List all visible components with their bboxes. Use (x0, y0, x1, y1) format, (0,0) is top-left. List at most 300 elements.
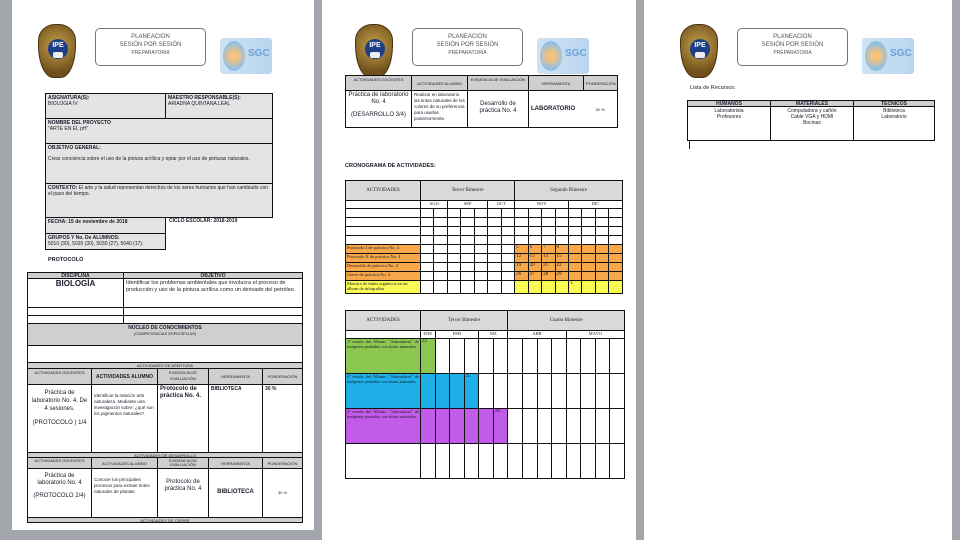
month-oct: OCT (488, 201, 515, 209)
schedule-cell (474, 245, 487, 254)
header-row (346, 181, 623, 201)
grupos-cell: GRUPOS Y No. De ALUMNOS: 5010 (30), 5020 (30), 5030 (27), 5040 (17). (45, 233, 166, 250)
row-herramienta: LABORATORIO (528, 90, 584, 128)
empty-cell (27, 345, 303, 363)
schedule-cell (609, 245, 623, 254)
schedule-cell: 29 (555, 272, 568, 281)
col-docentes: ACTIVIDADES DOCENTES (27, 368, 92, 385)
schedule-table-1 (345, 180, 623, 294)
col-herramienta: HERRAMIENTA (208, 368, 263, 385)
header-row (346, 311, 625, 331)
schedule-cell (581, 374, 596, 409)
schedule-cell (435, 374, 450, 409)
schedule-cell (421, 281, 434, 294)
col-docentes: ACTIVIDADES DOCENTES (345, 75, 412, 91)
schedule-cell (568, 254, 581, 263)
col-materiales: MATERIALES (770, 100, 854, 107)
activity-label: 1ª sesión del Álbum: "Animalario" de imágenes pintadas con tintas naturales (346, 339, 421, 374)
schedule-cell (542, 227, 555, 236)
schedule-cell (568, 245, 581, 254)
schedule-cell (435, 339, 450, 374)
bimester-header: Tercer Bimestre (421, 311, 508, 331)
schedule-cell (515, 218, 528, 227)
schedule-cell (501, 227, 514, 236)
schedule-cell (434, 254, 447, 263)
schedule-cell (501, 209, 514, 218)
schedule-cell (434, 227, 447, 236)
schedule-cell (493, 339, 508, 374)
schedule-cell (501, 281, 514, 294)
schedule-cell (537, 339, 552, 374)
schedule-cell: 21 (542, 263, 555, 272)
schedule-cell (542, 281, 555, 294)
schedule-cell (461, 281, 474, 294)
schedule-cell (568, 236, 581, 245)
schedule-cell (542, 218, 555, 227)
schedule-cell (461, 254, 474, 263)
schedule-cell (610, 444, 625, 479)
schedule-cell (447, 254, 460, 263)
activity-label: 3ª sesión del Álbum: "Animalario" de imágenes pintadas con tintas naturales (346, 409, 421, 444)
activity-label: Desarrollo de práctica No. 4 (346, 263, 421, 272)
bimester-header: Segundo Bimestre (515, 181, 623, 201)
schedule-cell (434, 236, 447, 245)
schedule-cell (582, 272, 595, 281)
schedule-row (346, 218, 623, 227)
schedule-cell (474, 227, 487, 236)
materiales-list: Computadora y cañón Cable VGA y HDMI Bocinas (770, 106, 854, 141)
schedule-cell (595, 444, 610, 479)
month-row (346, 201, 623, 209)
schedule-cell (528, 227, 541, 236)
row2-docente: Práctica de laboratorio No. 4 (PROTOCOLO 2/4) (27, 468, 92, 518)
title-box: PLANEACION SESIÓN POR SESIÓN PREPARATORIA (412, 28, 523, 66)
sgc-logo: SGC (220, 38, 272, 74)
schedule-cell (595, 245, 608, 254)
schedule-cell (447, 209, 460, 218)
schedule-cell (610, 409, 625, 444)
schedule-cell (566, 339, 581, 374)
schedule-cell (464, 444, 479, 479)
schedule-cell (555, 218, 568, 227)
ipe-logo: IPE (38, 24, 76, 78)
schedule-cell (435, 409, 450, 444)
col-tecnicos: TECNICOS (853, 100, 935, 107)
schedule-cell (479, 444, 494, 479)
col-humanos: HUMANOS (687, 100, 771, 107)
month-abr: ABR (508, 331, 566, 339)
schedule-cell (488, 281, 501, 294)
schedule-cell (421, 254, 434, 263)
schedule-cell (595, 374, 610, 409)
schedule-cell (552, 339, 567, 374)
activity-label (346, 444, 421, 479)
schedule-cell (421, 444, 436, 479)
month-nov: NOV (515, 201, 569, 209)
schedule-cell (474, 254, 487, 263)
ipe-logo: IPE (680, 24, 718, 78)
schedule-cell (542, 209, 555, 218)
schedule-cell (595, 254, 608, 263)
title-box: PLANEACION SESIÓN POR SESIÓN PREPARATORIA (737, 28, 848, 66)
schedule-cell: 19 (515, 263, 528, 272)
schedule-cell (434, 218, 447, 227)
schedule-cell (447, 263, 460, 272)
month-ago: AGO (421, 201, 448, 209)
schedule-cell (447, 281, 460, 294)
schedule-cell (488, 227, 501, 236)
col-alumno: ACTIVIDADES ALUMNO (91, 457, 158, 469)
fecha-cell: FECHA: 15 de noviembre de 2018 (45, 217, 166, 234)
schedule-cell (582, 236, 595, 245)
schedule-cell (528, 218, 541, 227)
row-alumno: Realizar en laboratorio las tintas naturales de los colores de su preferencia para usarlas posteriormente. (411, 90, 468, 128)
schedule-cell: 22 (555, 263, 568, 272)
tecnicos-list: Biblioteca Laboratorio (853, 106, 935, 141)
schedule-cell (479, 374, 494, 409)
page-header (355, 22, 595, 82)
schedule-cell (421, 409, 436, 444)
schedule-cell (434, 272, 447, 281)
activity-label (346, 209, 421, 218)
schedule-cell (609, 263, 623, 272)
schedule-cell (474, 236, 487, 245)
month-ene: ENE (421, 331, 436, 339)
schedule-cell (528, 209, 541, 218)
bimester-header: Cuarto Bimestre (508, 311, 625, 331)
schedule-cell (595, 281, 608, 294)
schedule-cell (610, 339, 625, 374)
schedule-cell (595, 263, 608, 272)
schedule-cell (566, 409, 581, 444)
schedule-cell (537, 374, 552, 409)
schedule-cell (434, 209, 447, 218)
row1-docente: Práctica de laboratorio No. 4. De 4 sesiones. (PROTOCOLO ) 1/4 (27, 384, 92, 453)
row-evidencia: Desarrollo de práctica No. 4 (467, 90, 529, 128)
schedule-cell (595, 409, 610, 444)
bimester-header: Tercer Bimestre (421, 181, 515, 201)
schedule-cell (582, 245, 595, 254)
schedule-cell (434, 245, 447, 254)
objetivo-general-cell: OBJETIVO GENERAL: Crear conciencia sobre el uso de la pintura acrílica y optar por el uso de pinturas naturales. (45, 143, 273, 184)
schedule-row (346, 263, 623, 272)
schedule-cell (434, 263, 447, 272)
activity-label: 2ª sesión del Álbum: "Animalario" de imágenes pintadas con tintas naturales (346, 374, 421, 409)
asignatura-cell: ASIGNATURA(S): BIOLOGIA IV (45, 93, 166, 119)
schedule-cell: 28 (493, 409, 508, 444)
schedule-cell (537, 409, 552, 444)
empty-cell (346, 201, 421, 209)
schedule-cell (479, 339, 494, 374)
objetivo-value: Identificar los problemas ambientales que involucra el proceso de producción y uso de la pintura acrílica como un derivado del petróleo. (123, 278, 303, 308)
schedule-cell (582, 254, 595, 263)
schedule-cell: 22 (421, 339, 436, 374)
schedule-cell (421, 263, 434, 272)
schedule-cell (464, 409, 479, 444)
schedule-cell (542, 236, 555, 245)
schedule-cell (421, 236, 434, 245)
schedule-cell (566, 374, 581, 409)
row1-evidencia: Protocolo de práctica No. 4. (157, 384, 209, 453)
schedule-cell (488, 236, 501, 245)
schedule-cell: 5 (515, 245, 528, 254)
schedule-cell (508, 409, 523, 444)
schedule-cell (493, 444, 508, 479)
schedule-cell (522, 409, 537, 444)
schedule-cell (508, 444, 523, 479)
schedule-cell (610, 374, 625, 409)
schedule-row (346, 281, 623, 294)
schedule-cell: 13 (528, 254, 541, 263)
row-ponderacion: 30 % (583, 90, 618, 128)
schedule-cell (515, 236, 528, 245)
schedule-row (346, 209, 623, 218)
schedule-cell (461, 272, 474, 281)
schedule-cell (461, 209, 474, 218)
schedule-cell (595, 339, 610, 374)
schedule-cell (568, 209, 581, 218)
schedule-cell (464, 339, 479, 374)
schedule-cell (609, 272, 623, 281)
schedule-cell (488, 218, 501, 227)
schedule-cell (528, 236, 541, 245)
schedule-cell (447, 218, 460, 227)
schedule-cell: 3 (568, 281, 581, 294)
schedule-cell (595, 272, 608, 281)
humanos-list: Laboratorista Profesores (687, 106, 771, 141)
schedule-cell (555, 236, 568, 245)
activities-header: ACTIVIDADES (346, 181, 421, 201)
schedule-cell (474, 263, 487, 272)
apertura-header: ACTIVIDADES DE APERTURA (27, 362, 303, 369)
schedule-cell (447, 227, 460, 236)
schedule-cell (488, 263, 501, 272)
schedule-cell (568, 263, 581, 272)
schedule-row (346, 409, 625, 444)
schedule-cell (515, 281, 528, 294)
schedule-cell (568, 227, 581, 236)
schedule-cell (421, 218, 434, 227)
schedule-cell (461, 227, 474, 236)
schedule-cell: 20 (528, 263, 541, 272)
schedule-cell (581, 444, 596, 479)
month-row (346, 331, 625, 339)
contexto-cell: CONTEXTO: El arte y la salud representan derechos de los seres humanos que han cambiado con el paso del tiempo. (45, 183, 273, 218)
page-1 (12, 0, 314, 530)
col-evidencia: EVIDENCIA DE EVALUACIÓN (157, 368, 209, 385)
schedule-cell: 26 (515, 272, 528, 281)
col-alumno: ACTIVIDADES ALUMNO (411, 75, 468, 91)
col-evidencia: EVIDENCIA DE EVALUACIÓN (157, 457, 209, 469)
activity-label: Muestra de tintes orgánicos en un álbum de infografías (346, 281, 421, 294)
schedule-cell (501, 236, 514, 245)
activity-label: Cierre de práctica No. 4 (346, 272, 421, 281)
schedule-cell (595, 218, 608, 227)
schedule-cell (528, 281, 541, 294)
recursos-heading: Lista de Recursos: (690, 85, 736, 91)
schedule-cell (555, 209, 568, 218)
schedule-cell (568, 218, 581, 227)
row2-ponderacion: 30 % (262, 468, 303, 518)
schedule-row (346, 227, 623, 236)
col-ponderacion: PONDERACIÓN (262, 457, 303, 469)
schedule-cell (522, 339, 537, 374)
schedule-cell (450, 444, 465, 479)
row2-alumno: Conocer los principales procesos para extraer tintes naturales de plantas. (91, 468, 158, 518)
activity-label: Protocolo II de práctica No. 4 (346, 254, 421, 263)
schedule-cell (582, 263, 595, 272)
schedule-cell (566, 444, 581, 479)
schedule-cell: 6 (528, 245, 541, 254)
schedule-cell (552, 444, 567, 479)
schedule-row (346, 236, 623, 245)
schedule-cell (595, 236, 608, 245)
schedule-cell (488, 245, 501, 254)
schedule-cell (582, 218, 595, 227)
row1-alumno: Identificar la relación arte naturaleza. Mediante una investigación sobre: ¿qué son los pigmentos naturales? (91, 384, 158, 453)
schedule-cell (609, 209, 623, 218)
schedule-cell (488, 272, 501, 281)
schedule-cell (461, 218, 474, 227)
objetivo-header: OBJETIVO (123, 272, 303, 279)
month-dic: DIC (568, 201, 622, 209)
schedule-cell: 27 (528, 272, 541, 281)
schedule-cell (552, 409, 567, 444)
schedule-cell (595, 209, 608, 218)
page-header (38, 22, 278, 82)
schedule-cell (609, 281, 623, 294)
schedule-cell (555, 227, 568, 236)
activity-label: Protocolo I de práctica No. 4 (346, 245, 421, 254)
activity-label (346, 227, 421, 236)
schedule-cell (552, 374, 567, 409)
schedule-cell (421, 209, 434, 218)
schedule-cell (609, 227, 623, 236)
schedule-cell (522, 444, 537, 479)
schedule-cell (501, 245, 514, 254)
schedule-cell (522, 374, 537, 409)
schedule-cell (537, 444, 552, 479)
schedule-cell (461, 236, 474, 245)
schedule-cell (435, 444, 450, 479)
maestro-cell: MAESTRO RESPONSABLE(S): ARIADNA QUINTANA LEAL (165, 93, 273, 119)
row2-evidencia: Protocolo de práctica No. 4 (157, 468, 209, 518)
schedule-table-2 (345, 310, 625, 479)
ciclo-escolar: CICLO ESCOLAR: 2018-2019 (169, 218, 238, 224)
schedule-cell: 14 (542, 254, 555, 263)
sgc-logo: SGC (537, 38, 589, 74)
month-mz: MZ (479, 331, 508, 339)
schedule-cell (421, 245, 434, 254)
col-alumno: ACTIVIDADES ALUMNO (91, 368, 158, 385)
col-evidencia: EVIDENCIA DE EVALUACIÓN (467, 75, 529, 91)
schedule-row (346, 254, 623, 263)
schedule-cell (461, 245, 474, 254)
schedule-cell (447, 272, 460, 281)
schedule-cell (515, 209, 528, 218)
empty-cell (346, 331, 421, 339)
schedule-cell: 25 (464, 374, 479, 409)
month-mayo: MAYO (566, 331, 624, 339)
schedule-row (346, 444, 625, 479)
page-3 (644, 0, 952, 540)
protocolo-heading: PROTOCOLO (48, 257, 84, 263)
activity-label (346, 236, 421, 245)
text-cursor (689, 141, 690, 149)
schedule-cell (421, 272, 434, 281)
schedule-cell (501, 272, 514, 281)
col-ponderacion: PONDERACIÓN (262, 368, 303, 385)
schedule-cell (508, 374, 523, 409)
schedule-cell (421, 374, 436, 409)
row1-ponderacion: 30 % (262, 384, 303, 453)
schedule-cell: 28 (542, 272, 555, 281)
col-ponderacion: PONDERACIÓN (583, 75, 618, 91)
schedule-cell (581, 339, 596, 374)
schedule-cell (461, 263, 474, 272)
desarrollo-header: ACTIVIDADES DE DESARROLLO (27, 452, 303, 458)
schedule-cell (447, 236, 460, 245)
schedule-cell (474, 272, 487, 281)
ipe-logo: IPE (355, 24, 393, 78)
schedule-cell (474, 209, 487, 218)
schedule-cell (508, 339, 523, 374)
schedule-cell (434, 281, 447, 294)
page-2 (322, 0, 636, 540)
schedule-cell: 15 (555, 254, 568, 263)
schedule-row (346, 374, 625, 409)
schedule-cell (493, 374, 508, 409)
disciplina-header: DISCIPLINA (27, 272, 124, 279)
schedule-cell (609, 236, 623, 245)
proyecto-cell: NOMBRE DEL PROYECTO "ARTE EN EL pH" (45, 118, 273, 144)
schedule-cell (582, 281, 595, 294)
schedule-cell (568, 272, 581, 281)
col-docentes: ACTIVIDADES DOCENTES (27, 457, 92, 469)
schedule-cell (479, 409, 494, 444)
row-docente: Práctica de laboratorio No. 4 (DESARROLLO 3/4) (345, 90, 412, 128)
schedule-cell (450, 339, 465, 374)
schedule-cell (582, 227, 595, 236)
schedule-cell (450, 409, 465, 444)
schedule-row (346, 272, 623, 281)
schedule-row (346, 339, 625, 374)
disciplina-value: BIOLOGÍA (27, 278, 124, 308)
schedule-cell (488, 254, 501, 263)
col-herramienta: HERRAMIENTA (208, 457, 263, 469)
schedule-cell (501, 254, 514, 263)
activity-label (346, 218, 421, 227)
schedule-cell (474, 281, 487, 294)
schedule-cell (501, 218, 514, 227)
cronograma-heading: CRONOGRAMA DE ACTIVIDADES: (345, 163, 436, 169)
month-feb: FEB (435, 331, 479, 339)
title-box: PLANEACION SESIÓN POR SESIÓN PREPARATORIA (95, 28, 206, 66)
cierre-header: ACTIVIDADES DE CIERRE (27, 517, 303, 523)
month-sep: SEP (447, 201, 487, 209)
schedule-cell (501, 263, 514, 272)
schedule-cell (581, 409, 596, 444)
schedule-cell (421, 227, 434, 236)
activities-header: ACTIVIDADES (346, 311, 421, 331)
row2-herramienta: BIBLIOTECA (208, 468, 263, 518)
schedule-row (346, 245, 623, 254)
schedule-cell: 7 (542, 245, 555, 254)
schedule-cell: 12 (515, 254, 528, 263)
col-herramienta: HERRAMIENTA (528, 75, 584, 91)
sgc-logo: SGC (862, 38, 914, 74)
schedule-cell (609, 254, 623, 263)
